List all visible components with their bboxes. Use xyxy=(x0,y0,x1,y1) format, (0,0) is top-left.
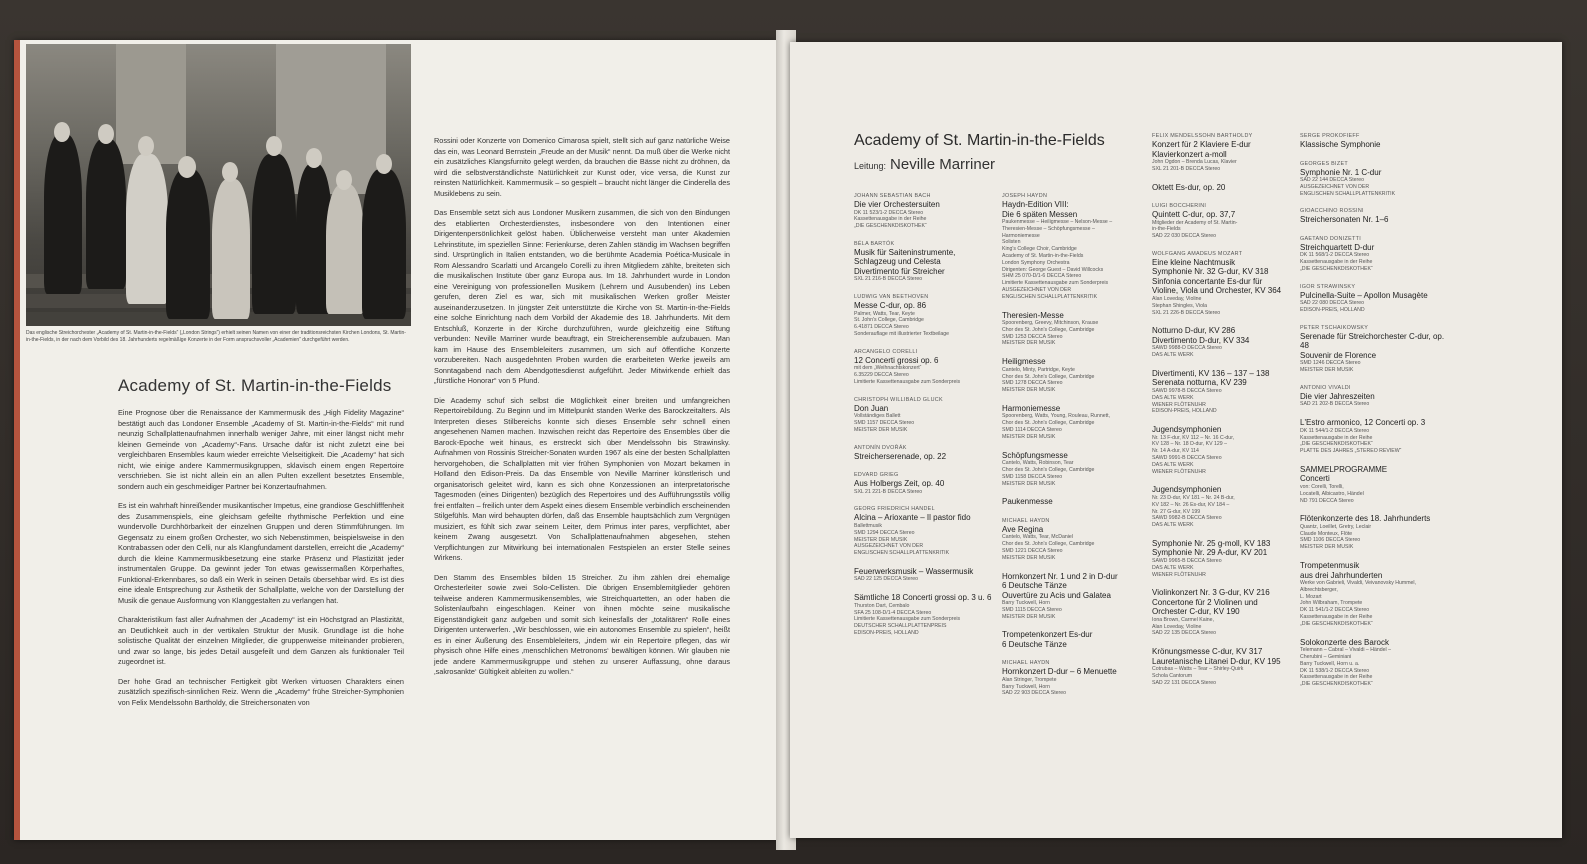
work-title: Streichersonaten Nr. 1–6 xyxy=(1300,215,1389,225)
composer-name: ARCANGELO CORELLI xyxy=(854,348,918,355)
work-title: Divertimento für Streicher xyxy=(854,266,945,276)
work-detail: DK 11 544/1-2 DECCA Stereo xyxy=(1300,427,1370,434)
work-detail: SAWD 9991-B DECCA Stereo xyxy=(1152,455,1222,462)
catalog-entry xyxy=(1002,497,1142,507)
work-detail: Kassettenausgabe in der Reihe xyxy=(1300,259,1373,266)
work-detail: SAD 22 135 DECCA Stereo xyxy=(1152,630,1217,637)
work-detail: MEISTER DER MUSIK xyxy=(1002,433,1056,440)
work-detail: EDISON-PREIS, HOLLAND xyxy=(854,629,919,636)
catalog-entry xyxy=(1300,514,1450,551)
work-detail: DK 11 568/1-2 DECCA Stereo xyxy=(1300,252,1370,259)
work-detail: Iona Brown, Carmel Kaine, xyxy=(1152,616,1214,623)
work-detail: WIENER FLÖTENUHR xyxy=(1152,571,1206,578)
paragraph: Der hohe Grad an technischer Fertigkeit gibt Werken virtuosen Charakters einen zusätzlich spezifisch-sinnlichen Reiz. Wenn die „Academy“ frühe Streicher-Symphonien von Felix Mendelssohn Bartholdy, die Streichersonaten von xyxy=(118,676,404,707)
photo-caption: Das englische Streichorchester „Academy of St. Martin-in-the-Fields“ („London Strings“) erhielt seinen Namen von einer der traditionsreichsten Kirchen Londons, St. Martin-in-the-Fields, in der nach dem Vorbild des 18. Jahrhunderts regelmäßige Konzerte in der Form anspruchsvoller „Academien“ durchgeführt werden. xyxy=(26,330,406,343)
work-detail: SAWD 9982-B DECCA Stereo xyxy=(1152,515,1222,522)
work-detail: John Ogdon – Brenda Lucas, Klavier xyxy=(1152,159,1237,165)
work-detail: SXL 21 221-B DECCA Stereo xyxy=(854,488,923,495)
work-title: 6 Deutsche Tänze xyxy=(1002,639,1067,649)
work-detail: KV 182 – Nr. 26 Es-dur, KV 184 – xyxy=(1152,501,1230,508)
work-detail: Ballettmusik xyxy=(854,522,882,529)
work-detail: Locatelli, Albicastro, Händel xyxy=(1300,490,1364,497)
work-title: Hornkonzert D-dur – 6 Menuette xyxy=(1002,667,1117,677)
work-detail: Mitglieder der Academy of St. Martin- xyxy=(1152,219,1238,226)
composer-name: LUDWIG VAN BEETHOVEN xyxy=(854,294,929,301)
work-title: Divertimenti, KV 136 – 137 – 138 xyxy=(1152,368,1270,378)
work-detail: MEISTER DER MUSIK xyxy=(1002,554,1056,561)
catalog-entry xyxy=(1300,207,1450,225)
work-detail: Alan Loveday, Violine xyxy=(1152,623,1202,630)
work-title: Violinkonzert Nr. 3 G-dur, KV 216 xyxy=(1152,588,1270,598)
work-detail: Barry Tuckwell, Horn xyxy=(1002,683,1050,690)
composer-name: WOLFGANG AMADEUS MOZART xyxy=(1152,250,1243,257)
work-title: Streicherserenade, op. 22 xyxy=(854,451,947,461)
catalog-entry xyxy=(1002,451,1142,488)
work-detail: Chor des St. John's College, Cambridge xyxy=(1002,541,1095,548)
work-title: Sämtliche 18 Concerti grossi op. 3 u. 6 xyxy=(854,593,992,603)
work-detail: SAD 21 202-B DECCA Stereo xyxy=(1300,401,1370,408)
work-detail: DAS ALTE WERK xyxy=(1152,522,1194,529)
catalog-entry xyxy=(1300,561,1450,628)
work-detail: Cantelo, Watts, Robinson, Tear xyxy=(1002,460,1074,467)
work-detail: SMD 1157 DECCA Stereo xyxy=(854,420,915,427)
catalog-entry xyxy=(1300,384,1450,408)
catalog-entry xyxy=(854,505,994,556)
work-detail: „DIE GESCHENKDISKOTHEK“ xyxy=(1300,265,1373,272)
work-detail: Cherubini – Geminiani xyxy=(1300,653,1352,660)
catalog-entry xyxy=(1152,202,1292,240)
work-detail: „DIE GESCHENKDISKOTHEK“ xyxy=(854,223,927,230)
work-detail: EDISON-PREIS, HOLLAND xyxy=(1300,307,1365,314)
work-detail: SMD 1115 DECCA Stereo xyxy=(1002,606,1062,613)
work-detail: SAD 22 080 DECCA Stereo xyxy=(1300,300,1365,307)
paragraph: Es ist ein wahrhaft hinreißender musikantischer Impetus, eine grandiose Geschlifffenheit des Zusammenspiels, eine gleichsam gefeilte rhythmische Perfektion und eine wundervolle Durchhörbarkeit der einzelnen Gruppen und deren Stimmführungen. Im Gegensatz zu einem großen Orchester, wo sich Nebenstimmen, beispielsweise in den Kontrabassen oder den Celli, nur als Klangfundament darstellen, erreicht die „Academy“ durch die kleine Kammermusikbesetzung eine starke Präsenz und Plastizität jeder instrumentalen Gruppe. Da gewinnt jeder Ton etwas gewissermaßen Körperhaftes, Funktional-Erkennbares, so daß ein Werk in seinen Details übersehbar wird. Es ist dies eine ideale Entsprechung zur Ästhetik der Schallplatte, welche von der Darstellung der Musik die genaue Ausformung von Klanggestalten zu verlangen hat. xyxy=(118,501,404,605)
work-title: Ouvertüre zu Acis und Galatea xyxy=(1002,590,1111,600)
left-column-1 xyxy=(118,408,404,717)
catalog-entry xyxy=(1002,192,1142,301)
work-detail: Theresien-Messe – Schöpfungsmesse – xyxy=(1002,225,1095,232)
work-detail: Harmoniemesse xyxy=(1002,232,1040,239)
work-detail: EDISON-PREIS, HOLLAND xyxy=(1152,408,1217,415)
work-detail: Cantelo, Watts, Tear, McDaniel xyxy=(1002,534,1073,541)
composer-name: ANTONIO VIVALDI xyxy=(1300,384,1351,391)
catalog-entry xyxy=(1300,160,1450,198)
left-page xyxy=(14,40,776,840)
work-title: Harmoniemesse xyxy=(1002,403,1061,413)
work-detail: SAD 22 030 DECCA Stereo xyxy=(1152,233,1217,240)
work-detail: Alan Stringer, Trompete xyxy=(1002,676,1057,683)
work-detail: SMD 1294 DECCA Stereo xyxy=(854,529,915,536)
paragraph: Eine Prognose über die Renaissance der Kammermusik des „High Fidelity Magazine“ bestätigt auch das Londoner Ensemble „Academy of St. Martin-in-the-Fields“ mit rund neunzig Schallplattenaufnahmen innerhalb weniger Jahre, mit einer längst nicht mehr kleinen Gemeinde von „Academy“-Fans. Ursache dafür ist nicht zuletzt eine bei vergleichbaren Ensembles kaum wieder erreichte Vielseitigkeit. Die „Academy“ hat sich nicht, wie einige andere Kammermusikgruppen, sklavisch einem engen Repertoire verschrieben. Sie ist nicht allein ein an allen Pulten exzellent besetztes Ensemble, sondern auch ein geschmeidiger Partner bei Konzertaufnahmen. xyxy=(118,408,404,491)
work-title: Trompetenkonzert Es-dur xyxy=(1002,630,1093,640)
work-title: Notturno D-dur, KV 286 xyxy=(1152,326,1236,336)
catalog-column-3 xyxy=(1152,132,1292,697)
work-detail: DAS ALTE WERK xyxy=(1152,394,1194,401)
work-title: Klassische Symphonie xyxy=(1300,140,1381,149)
work-title: Symphonie Nr. 25 g-moll, KV 183 xyxy=(1152,538,1271,548)
work-detail: MEISTER DER MUSIK xyxy=(1002,340,1056,347)
composer-name: ANTONÍN DVOŘÁK xyxy=(854,444,907,451)
work-detail: SAWD 9988-D DECCA Stereo xyxy=(1152,345,1222,352)
work-title: Quintett C-dur, op. 37,7 xyxy=(1152,210,1236,220)
work-detail: Nr. 27 G-dur, KV 199 xyxy=(1152,508,1201,515)
work-title: Heiligmesse xyxy=(1002,357,1046,367)
work-detail: DAS ALTE WERK xyxy=(1152,461,1194,468)
work-title: Hornkonzert Nr. 1 und 2 in D-dur xyxy=(1002,571,1118,581)
work-detail: Quantz, Loeillet, Gretry, Leclair xyxy=(1300,523,1372,530)
composer-name: CHRISTOPH WILLIBALD GLUCK xyxy=(854,396,943,403)
catalog-entry xyxy=(1152,369,1292,415)
composer-name: MICHAEL HAYDN xyxy=(1002,517,1050,524)
work-detail: Spoorenberg, Watts, Young, Rouleau, Runnett, xyxy=(1002,413,1110,420)
work-detail: Schola Cantorum xyxy=(1152,673,1193,679)
work-detail: Chor des St. John's College, Cambridge xyxy=(1002,420,1095,427)
catalog-entry xyxy=(854,348,994,386)
work-title: Musik für Saiteninstrumente, xyxy=(854,247,956,257)
work-detail: MEISTER DER MUSIK xyxy=(854,536,908,543)
work-detail: SFA 25 108-D/1-4 DECCA Stereo xyxy=(854,609,932,616)
work-detail: SAD 22 131 DECCA Stereo xyxy=(1152,679,1217,686)
paragraph: Das Ensemble setzt sich aus Londoner Musikern zusammen, die sich von den Bindungen des etablierten Orchesterdienstes, insbesondere von den Intentionen einer Dirigentenpersönlichkeit gelöst haben. Üblicherweise versteht man unter Akademien Lehrinstitute, im speziellen Sinne: Ferienkurse, deren Zahlen ständig im Wachsen begriffen sind. Ursprünglich in Italien entstanden, wo die berühmte Academia Poética-Musicale in Rom Alessandro Scarlatti und Arcangelo Corelli zu ihren Mitgliedern zählte, breiteten sich die musikalischen Institute über ganz Europa aus. Im 18. Jahrhundert wurde in London eine Vereinigung von professionellen Musikern (Lehrern und Ausubenden) ins Leben gerufen, deren Ziel es war, sich mit musikalischen Werken großer Meister auseinanderzusetzen. In jüngster Zeit unterstützte die Kirche von St. Martin-in-the-Fields eine solche Einrichtung nach dem Vorbild der Akademie des 18. Jahrhunderts. Mit dem Entschluß, Konzerte in der Kirche durchzuführen, wurde gleichzeitig eine Stiftung verbunden: Neville Marriner wurde beauftragt, ein Streicherensemble aufzubauen. Man kam im Hause des Ensembleleiters zusammen, um sich auf öffentliche Konzerte vorzubereiten. Nach ausgedehnten Proben wurden die erarbeiteten Werke jeweils am Sonntagabend nach dem Abendgottesdienst aufgeführt. Jeder Mitwirkende erhielt das „fürstliche Honorar“ von 5 Pfund. xyxy=(434,208,730,385)
work-detail: MEISTER DER MUSIK xyxy=(1300,367,1354,374)
catalog-entry xyxy=(854,567,994,583)
catalog-entry xyxy=(854,593,994,636)
composer-name: EDVARD GRIEG xyxy=(854,472,899,479)
catalog-entry xyxy=(1002,572,1142,621)
work-detail: PLATTE DES JAHRES „STEREO REVIEW“ xyxy=(1300,448,1402,455)
work-title: Krönungsmesse C-dur, KV 317 xyxy=(1152,647,1263,657)
work-title: Schöpfungsmesse xyxy=(1002,450,1068,460)
work-detail: Palmer, Watts, Tear, Keyte xyxy=(854,310,915,317)
work-title: Orchester C-dur, KV 190 xyxy=(1152,607,1240,617)
catalog-entry xyxy=(1002,630,1142,649)
work-detail: SMD 1253 DECCA Stereo xyxy=(1002,333,1063,340)
work-detail: DAS ALTE WERK xyxy=(1152,352,1194,359)
catalog-entry xyxy=(1002,404,1142,441)
catalog-entry xyxy=(1152,326,1292,359)
right-page xyxy=(790,42,1562,838)
work-detail: SXL 21 201-B DECCA Stereo xyxy=(1152,165,1221,172)
work-detail: Sonderauflage mit illustrierter Textbeilage xyxy=(854,331,950,338)
work-title: Alcina – Arioxante – Il pastor fido xyxy=(854,513,971,523)
composer-name: GAETANO DONIZETTI xyxy=(1300,235,1362,242)
catalog-entry xyxy=(1152,183,1292,193)
work-title: Concertone für 2 Violinen und xyxy=(1152,597,1258,607)
work-detail: St. John's College, Cambridge xyxy=(854,317,924,324)
work-title: Aus Holbergs Zeit, op. 40 xyxy=(854,479,945,489)
work-detail: SMD 1158 DECCA Stereo xyxy=(1002,473,1063,480)
work-title: 6 Deutsche Tänze xyxy=(1002,581,1067,590)
composer-name: IGOR STRAWINSKY xyxy=(1300,283,1356,290)
composer-name: JOHANN SEBASTIAN BACH xyxy=(854,193,931,199)
work-detail: Kassettenausgabe in der Reihe xyxy=(854,216,927,223)
work-detail: WIENER FLÖTENUHR xyxy=(1152,468,1206,475)
work-detail: L. Mozart xyxy=(1300,593,1322,600)
catalog-entry xyxy=(1152,485,1292,528)
work-detail: SAD 22 144 DECCA Stereo xyxy=(1300,177,1365,183)
work-title: aus drei Jahrhunderten xyxy=(1300,570,1383,580)
work-title: Eine kleine Nachtmusik xyxy=(1152,257,1236,267)
work-detail: Vollständiges Ballett xyxy=(854,413,901,420)
work-title: Klavierkonzert a-moll xyxy=(1152,149,1227,159)
catalog-entry xyxy=(854,240,994,283)
work-detail: John Wilbraham, Trompete xyxy=(1300,600,1363,607)
catalog-entry xyxy=(1152,250,1292,316)
left-heading: Academy of St. Martin-in-the-Fields xyxy=(118,376,392,395)
work-detail: Solisten xyxy=(1002,239,1021,246)
composer-name: BÉLA BARTÓK xyxy=(854,240,895,247)
work-detail: Cantelo, Minty, Partridge, Keyte xyxy=(1002,366,1075,373)
work-title: Feuerwerksmusik – Wassermusik xyxy=(854,566,974,576)
work-title: Jugendsymphonien xyxy=(1152,425,1222,435)
work-detail: Barry Tuckwell, Horn xyxy=(1002,600,1050,606)
composer-name: PETER TSCHAIKOWSKY xyxy=(1300,324,1369,331)
work-detail: Werke von Gabrieli, Vivaldi, Veivanovsky Hummel, Albrechtsberger, xyxy=(1300,580,1416,593)
composer-name: GEORGES BIZET xyxy=(1300,160,1348,167)
catalog-title: Academy of St. Martin-in-the-Fields xyxy=(854,132,1105,149)
catalog-entry xyxy=(1152,132,1292,173)
work-title: Schlagzeug und Celesta xyxy=(854,257,941,267)
catalog-entry xyxy=(1002,311,1142,348)
work-detail: SAD 22 903 DECCA Stereo xyxy=(1002,690,1067,697)
work-detail: „DIE GESCHENKDISKOTHEK“ xyxy=(1300,681,1373,688)
composer-name: FELIX MENDELSSOHN BARTHOLDY xyxy=(1152,133,1253,139)
work-detail: SAD 22 125 DECCA Stereo xyxy=(854,576,919,583)
work-detail: DK 11 541/1-2 DECCA Stereo xyxy=(1300,607,1370,614)
work-title: Violine, Viola und Orchester, KV 364 xyxy=(1152,286,1282,296)
work-detail: DK 11 538/1-2 DECCA Stereo xyxy=(1300,667,1370,674)
catalog-entry xyxy=(1152,425,1292,475)
work-detail: SMD 1106 DECCA Stereo xyxy=(1300,537,1361,544)
composer-name: MICHAEL HAYDN xyxy=(1002,660,1050,667)
catalog-entry xyxy=(854,293,994,338)
work-detail: Kassettenausgabe in der Reihe xyxy=(1300,674,1373,681)
work-detail: Paukenmesse – Heiligmesse – Nelson-Messe – xyxy=(1002,219,1113,225)
work-title: Messe C-dur, op. 86 xyxy=(854,301,927,311)
catalog-entry xyxy=(1152,539,1292,578)
work-detail: mit dem „Weihnachtskonzert“ xyxy=(854,365,922,372)
work-title: Flötenkonzerte des 18. Jahrhunderts xyxy=(1300,514,1431,524)
leitung-label: Leitung: xyxy=(854,161,887,171)
composer-name: SERGE PROKOFIEFF xyxy=(1300,133,1360,139)
catalog-entry xyxy=(1300,283,1450,314)
work-title: Die vier Orchestersuiten xyxy=(854,200,940,209)
work-title: Serenata notturna, KV 239 xyxy=(1152,378,1247,388)
catalog-entry xyxy=(1300,418,1450,455)
catalog-entry xyxy=(1300,324,1450,374)
work-title: Streichquartett D-dur xyxy=(1300,242,1375,252)
work-detail: KV 128 – Nr. 18 D-dur, KV 129 – xyxy=(1152,441,1227,448)
work-title: Divertimento D-dur, KV 334 xyxy=(1152,335,1250,345)
work-detail: SMD 1278 DECCA Stereo xyxy=(1002,380,1063,387)
catalog-column-4 xyxy=(1300,132,1450,698)
paragraph: Den Stamm des Ensembles bilden 15 Streicher. Zu ihm zählen drei ehemalige Orchesterleiter sowie zwei Solo-Cellisten. Die übrigen Ensemblemitglieder gehören teilweise anderen Kammermusikensembles, wie Streichquartetten, an oder haben die Solistenlaufbahn eingeschlagen. Keiner von ihnen möchte seine musikalische Eigenständigkeit ganz aufgeben und somit sich keinesfalls der „totalitären“ Rolle eines Dirigenten unterwerfen. „Wir beschlossen, wie ein autonomes Ensemble zu spielen“, heißt es in einer Äußerung des Ensembleleiters, „indem wir ein Repertoire pflegen, das wir physisch ohne Hilfe eines ‚menschlichen Metronoms‘ bewältigen können. Wir glauben nie jede andere Kammermusikgruppe und stehen zu unserer Auffassung, ohne daraus ‚sakrosankte‘ Gültigkeit ableiten zu wollen.“ xyxy=(434,572,730,676)
work-detail: Spoorenberg, Greevy, Mitchinson, Krause xyxy=(1002,320,1099,327)
left-column-2 xyxy=(434,136,730,687)
work-title: Symphonie Nr. 1 C-dur xyxy=(1300,167,1382,177)
work-detail: WIENER FLÖTENUHR xyxy=(1152,401,1206,408)
work-detail: Chor des St. John's College, Cambridge xyxy=(1002,326,1095,333)
work-detail: 6.35229 DECCA Stereo xyxy=(854,372,909,379)
work-title: SAMMELPROGRAMME xyxy=(1300,464,1388,474)
catalog-entry xyxy=(1002,659,1142,697)
work-title: Solokonzerte des Barock xyxy=(1300,637,1389,647)
work-detail: King's College Choir, Cambridge xyxy=(1002,246,1077,253)
work-detail: Limitierte Kassettenausgabe zum Sonderpreis xyxy=(1002,280,1109,287)
work-title: Souvenir de Florence xyxy=(1300,350,1377,360)
paragraph: Rossini oder Konzerte von Domenico Cimarosa spielt, stellt sich auf ganz natürliche Weise das ein, was Leonard Bernstein „Freude an der Musik“ nennt. Da muß über die Werke nicht ein zusätzliches Klangsfurnito gelegt werden, da brauchen die Bässe nicht zu dröhnen, da wird die selbstverständlichste Natürlichkeit zur Kunst oder, vice versa, die Kunst zur reinsten Natürlichkeit. Kammermusik – so gespielt – braucht nicht länger die Cinderella des Musiklebens zu sein. xyxy=(434,136,730,198)
work-title: Concerti xyxy=(1300,474,1330,484)
work-detail: Cotrubas – Watts – Tear – Shirley-Quirk xyxy=(1152,666,1244,673)
work-title: Paukenmesse xyxy=(1002,497,1053,507)
work-detail: London Symphony Orchestra xyxy=(1002,259,1070,266)
work-detail: Stephan Shingles, Viola xyxy=(1152,302,1207,309)
work-detail: Chor des St. John's College, Cambridge xyxy=(1002,466,1095,473)
work-detail: Kassettenausgabe in der Reihe xyxy=(1300,434,1373,441)
leitung-line xyxy=(854,156,995,173)
work-detail: ND 791 DECCA Stereo xyxy=(1300,497,1354,504)
work-detail: „DIE GESCHENKDISKOTHEK“ xyxy=(1300,620,1373,627)
work-title: Theresien-Messe xyxy=(1002,310,1064,320)
work-detail: MEISTER DER MUSIK xyxy=(1300,544,1354,551)
work-title: Oktett Es-dur, op. 20 xyxy=(1152,182,1226,192)
work-detail: Claude Monteux, Flöte xyxy=(1300,530,1353,537)
work-detail: SXL 21 226-B DECCA Stereo xyxy=(1152,309,1221,316)
work-title: Symphonie Nr. 32 G-dur, KV 318 xyxy=(1152,267,1269,277)
work-detail: SHM 25 070-D/1-6 DECCA Stereo xyxy=(1002,273,1082,280)
work-detail: Nr. 14 A-dur, KV 114 xyxy=(1152,448,1199,455)
work-title: Ave Regina xyxy=(1002,524,1044,534)
catalog-entry xyxy=(1300,132,1450,150)
work-detail: Chor des St. John's College, Cambridge xyxy=(1002,373,1095,380)
work-title: Sinfonia concertante Es-dur für xyxy=(1152,276,1263,286)
red-edge xyxy=(14,40,20,840)
work-detail: Kassettenausgabe in der Reihe xyxy=(1300,614,1373,621)
work-detail: Nr. 23 D-dur, KV 181 – Nr. 24 B-dur, xyxy=(1152,494,1235,501)
catalog-entry xyxy=(1152,588,1292,637)
conductor-name: Neville Marriner xyxy=(890,156,996,173)
ensemble-photo xyxy=(26,44,411,326)
work-detail: MEISTER DER MUSIK xyxy=(1002,480,1056,487)
work-detail: AUSGEZEICHNET VON DER xyxy=(1002,286,1072,293)
work-detail: MEISTER DER MUSIK xyxy=(854,426,908,433)
catalog-entry xyxy=(1002,517,1142,562)
catalog-entry xyxy=(854,396,994,434)
work-detail: 6.41871 DECCA Stereo xyxy=(854,324,909,331)
work-detail: Telemann – Cabral – Vivaldi – Händel – xyxy=(1300,647,1392,654)
work-detail: SXL 21 216-B DECCA Stereo xyxy=(854,276,923,283)
work-title: 12 Concerti grossi op. 6 xyxy=(854,355,939,365)
catalog-entry xyxy=(1300,638,1450,688)
work-title: Don Juan xyxy=(854,403,889,413)
work-detail: Alan Loveday, Violine xyxy=(1152,295,1202,302)
work-detail: SAWD 9978-B DECCA Stereo xyxy=(1152,387,1222,394)
work-detail: ENGLISCHEN SCHALLPLATTENKRITIK xyxy=(1002,293,1098,300)
work-title: Konzert für 2 Klaviere E-dur xyxy=(1152,140,1251,149)
catalog-entry xyxy=(1300,235,1450,273)
work-title: Symphonie Nr. 29 A-dur, KV 201 xyxy=(1152,548,1268,558)
work-detail: Thurston Dart, Cembalo xyxy=(854,602,910,609)
work-title: Jugendsymphonien xyxy=(1152,485,1222,495)
work-detail: in-the-Fields xyxy=(1152,226,1181,233)
work-detail: SMD 1114 DECCA Stereo xyxy=(1002,427,1062,434)
work-detail: von: Corelli, Torelli, xyxy=(1300,483,1344,490)
work-title: Serenade für Streichorchester C-dur, op. 48 xyxy=(1300,331,1445,351)
composer-name: JOSEPH HAYDN xyxy=(1002,193,1048,199)
work-detail: SAWD 9965-B DECCA Stereo xyxy=(1152,557,1222,564)
work-title: Die 6 späten Messen xyxy=(1002,209,1078,219)
work-detail: MEISTER DER MUSIK xyxy=(1002,613,1056,620)
catalog-entry xyxy=(854,192,994,230)
catalog-entry xyxy=(1002,357,1142,394)
work-detail: DAS ALTE WERK xyxy=(1152,564,1194,571)
composer-name: GEORG FRIEDRICH HANDEL xyxy=(854,506,935,513)
work-detail: Limitierte Kassettenausgabe zum Sonderpreis xyxy=(854,378,961,385)
work-detail: Barry Tuckwell, Horn u. a. xyxy=(1300,660,1360,667)
work-detail: AUSGEZEICHNET VON DER xyxy=(1300,183,1370,190)
catalog-entry xyxy=(854,444,994,462)
work-detail: AUSGEZEICHNET VON DER xyxy=(854,543,924,550)
paragraph: Die Academy schuf sich selbst die Möglichkeit einer breiten und umfangreichen Repertoirebildung. Zu Beginn und im Mittelpunkt standen Werke des Barockzeitalters. Als Interpreten dieses Stilbereichs konnte sich dieses Ensemble sehr schnell einen angesehenen Namen machen. Inzwischen reicht das Repertoire des Ensembles über die Barock-Epoche weit hinaus, es erstreckt sich über Mendelssohn bis Strawinsky. Aufnahmen von Rossinis Streicher-Sonaten wurden 1967 als eine der besten Schallplatten hervorgehoben, die Schallplatten mit vier frühen Symphonien von Mozart bekamen in Holland den Edison-Preis. Da das Ensemble von Neville Marriner künstlerisch und organisatorisch geleitet wird, kann es sich ohne Konzessionen an interpretatorische Tagesmoden (eines Dirigenten) bezüglich des Repertoires und des Aufführungsstils völlig frei entfalten – freilich unter dem Aspekt eines diesem Ensemble verbindlich erscheinenden Stilgefühls. Man wird behaupten dürfen, daß das Ensemble hauptsächlich zum Vergnügen musiziert, es fühlt sich zwar seinem Leiter, dem Primus inter pares, verpflichtet, aber keinem Zwang ausgesetzt. Von Schallplattenaufnahmen abgesehen, stehen Verpflichtungen zur Mitwirkung bei internationalen Festspielen an erster Stelle seines Wirkens. xyxy=(434,395,730,562)
work-detail: SMD 1221 DECCA Stereo xyxy=(1002,547,1063,554)
catalog-entry xyxy=(1152,647,1292,686)
work-detail: Dirigenten: George Guest – David Willcocks xyxy=(1002,266,1104,273)
work-detail: ENGLISCHEN SCHALLPLATTENKRITIK xyxy=(1300,190,1396,197)
paragraph: Charakteristikum fast aller Aufnahmen der „Academy“ ist ein Höchstgrad an Plastizität, an Deutlichkeit auch in der vertikalen Struktur der Musik. Grundlage ist die hohe solistische Qualität der einzelnen Mitglieder, die gruppenweise miteinander probieren, und zwar so lange, bis jedes Detail ausgefeilt und dem Ganzen als funktionaler Teil zugeordnet ist. xyxy=(118,615,404,666)
work-title: Haydn-Edition VIII: xyxy=(1002,200,1069,209)
work-detail: „DIE GESCHENKDISKOTHEK“ xyxy=(1300,441,1373,448)
work-detail: Academy of St. Martin-in-the-Fields xyxy=(1002,252,1084,259)
work-detail: DEUTSCHER SCHALLPLATTENPREIS xyxy=(854,623,947,630)
composer-name: LUIGI BOCCHERINI xyxy=(1152,203,1207,210)
catalog-column-1 xyxy=(854,192,994,647)
catalog-entry xyxy=(1300,465,1450,504)
work-detail: Limitierte Kassettenausgabe zum Sonderpreis xyxy=(854,616,961,623)
work-detail: Nr. 13 F-dur, KV 112 – Nr. 16 C-dur, xyxy=(1152,434,1235,441)
work-title: Die vier Jahreszeiten xyxy=(1300,391,1375,401)
composer-name: GIOACCHINO ROSSINI xyxy=(1300,208,1364,215)
work-detail: SMD 1246 DECCA Stereo xyxy=(1300,360,1361,367)
work-title: L'Estro armonico, 12 Concerti op. 3 xyxy=(1300,418,1426,428)
catalog-entry xyxy=(854,471,994,495)
work-title: Lauretanische Litanei D-dur, KV 195 xyxy=(1152,656,1281,666)
catalog-column-2 xyxy=(1002,192,1142,707)
work-detail: DK 11 523/1-2 DECCA Stereo xyxy=(854,209,924,216)
work-title: Trompetenmusik xyxy=(1300,561,1360,571)
work-detail: ENGLISCHEN SCHALLPLATTENKRITIK xyxy=(854,550,950,557)
work-title: Pulcinella-Suite – Apollon Musagète xyxy=(1300,290,1428,300)
work-detail: MEISTER DER MUSIK xyxy=(1002,387,1056,394)
